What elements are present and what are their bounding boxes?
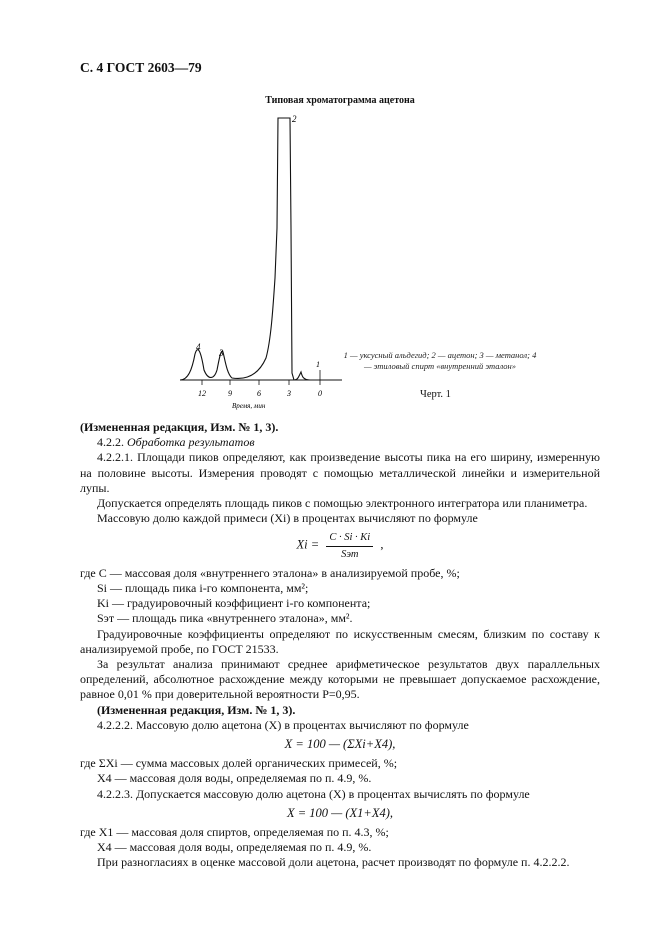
- page-header: С. 4 ГОСТ 2603—79: [80, 60, 202, 75]
- formula-denominator: Sэт: [341, 548, 359, 560]
- section-number: 4.2.2.: [97, 435, 124, 450]
- document-body: [80, 420, 600, 871]
- paragraph-4223: 4.2.2.3. Допускается массовую долю ацетона (X) в процентах вычислять по формуле: [97, 786, 530, 801]
- formula-impurity: [80, 530, 600, 561]
- definitions-list-2: [97, 771, 600, 786]
- paragraph-4222: 4.2.2.2. Массовую долю ацетона (X) в процентах вычисляют по формуле: [97, 717, 469, 732]
- peak-label-3: 3: [219, 348, 224, 358]
- figure-caption: Черт. 1: [420, 389, 451, 400]
- tick-label-6: 6: [257, 389, 261, 398]
- definition-set: Sэт — площадь пика «внутреннего эталона», мм².: [97, 611, 353, 626]
- chromatogram-trace: [180, 118, 342, 380]
- figure-title: Типовая хроматограмма ацетона: [265, 95, 415, 106]
- section-4222-heading: [80, 435, 600, 450]
- chromatogram-figure: [170, 108, 350, 413]
- paragraph-4221: 4.2.2.1. Площади пиков определяют, как произведение высоты пика на его ширину, измеренную на половине высоты. Измерения проводят с помощью металлической линейки и измерительной лупы.: [80, 450, 600, 495]
- edition-note-1: (Измененная редакция, Изм. № 1, 3).: [80, 420, 279, 434]
- peak-label-1: 1: [316, 360, 320, 369]
- definition-x4-b: X4 — массовая доля воды, определяемая по п. 4.9, %.: [97, 840, 372, 855]
- paragraph-disputes: При разногласиях в оценке массовой доли ацетона, расчет производят по формуле п. 4.2.2.2.: [97, 855, 570, 870]
- formula-lhs: Xi =: [296, 538, 320, 552]
- formula-numerator: C · Si · Ki: [326, 530, 373, 546]
- peak-label-2: 2: [292, 114, 297, 124]
- tick-label-0: 0: [318, 389, 322, 398]
- paragraph-formula-intro: Массовую долю каждой примеси (Xi) в процентах вычисляют по формуле: [97, 511, 478, 526]
- definitions-list: [97, 581, 600, 627]
- tick-label-12: 12: [198, 389, 206, 398]
- tick-label-3: 3: [287, 389, 291, 398]
- definition-c: где C — массовая доля «внутреннего эталона» в анализируемой пробе, %;: [80, 565, 460, 580]
- formula-acetone-2: X = 100 — (X1+X4),: [286, 805, 394, 820]
- edition-note-2: (Измененная редакция, Изм. № 1, 3).: [97, 702, 296, 717]
- paragraph-result: За результат анализа принимают среднее арифметическое результатов двух параллельных определений, абсолютное расхождение между которыми не превышает допускаемое расхождение, равное 0,01 % при доверительной вероятности P=0,95.: [80, 657, 600, 702]
- definition-sum: где ΣXi — сумма массовых долей органических примесей, %;: [80, 756, 398, 771]
- paragraph-integrator: Допускается определять площадь пиков с помощью электронного интегратора или планиметра.: [97, 496, 588, 511]
- tick-label-9: 9: [228, 389, 232, 398]
- section-title: Обработка результатов: [127, 435, 255, 450]
- peak-label-4: 4: [196, 342, 201, 352]
- formula-acetone-1: X = 100 — (ΣXi+X4),: [284, 737, 396, 752]
- definition-s: Si — площадь пика i-го компонента, мм²;: [97, 581, 309, 596]
- definition-x1: где X1 — массовая доля спиртов, определяемая по п. 4.3, %;: [80, 825, 389, 840]
- formula-fraction: [326, 530, 373, 561]
- definition-k: Ki — градуировочный коэффициент i-го компонента;: [97, 596, 371, 611]
- paragraph-calibration: Градуировочные коэффициенты определяют по искусственным смесям, близким по составу к анализируемой пробе, по ГОСТ 21533.: [80, 626, 600, 656]
- formula-end: ,: [380, 538, 384, 552]
- definitions-list-3: [97, 840, 600, 855]
- figure-legend: 1 — уксусный альдегид; 2 — ацетон; 3 — метанол; 4 — этиловый спирт «внутренний эталон»: [343, 350, 537, 371]
- axis-label: Время, мин: [232, 402, 266, 410]
- definition-x4-a: X4 — массовая доля воды, определяемая по п. 4.9, %.: [97, 771, 372, 786]
